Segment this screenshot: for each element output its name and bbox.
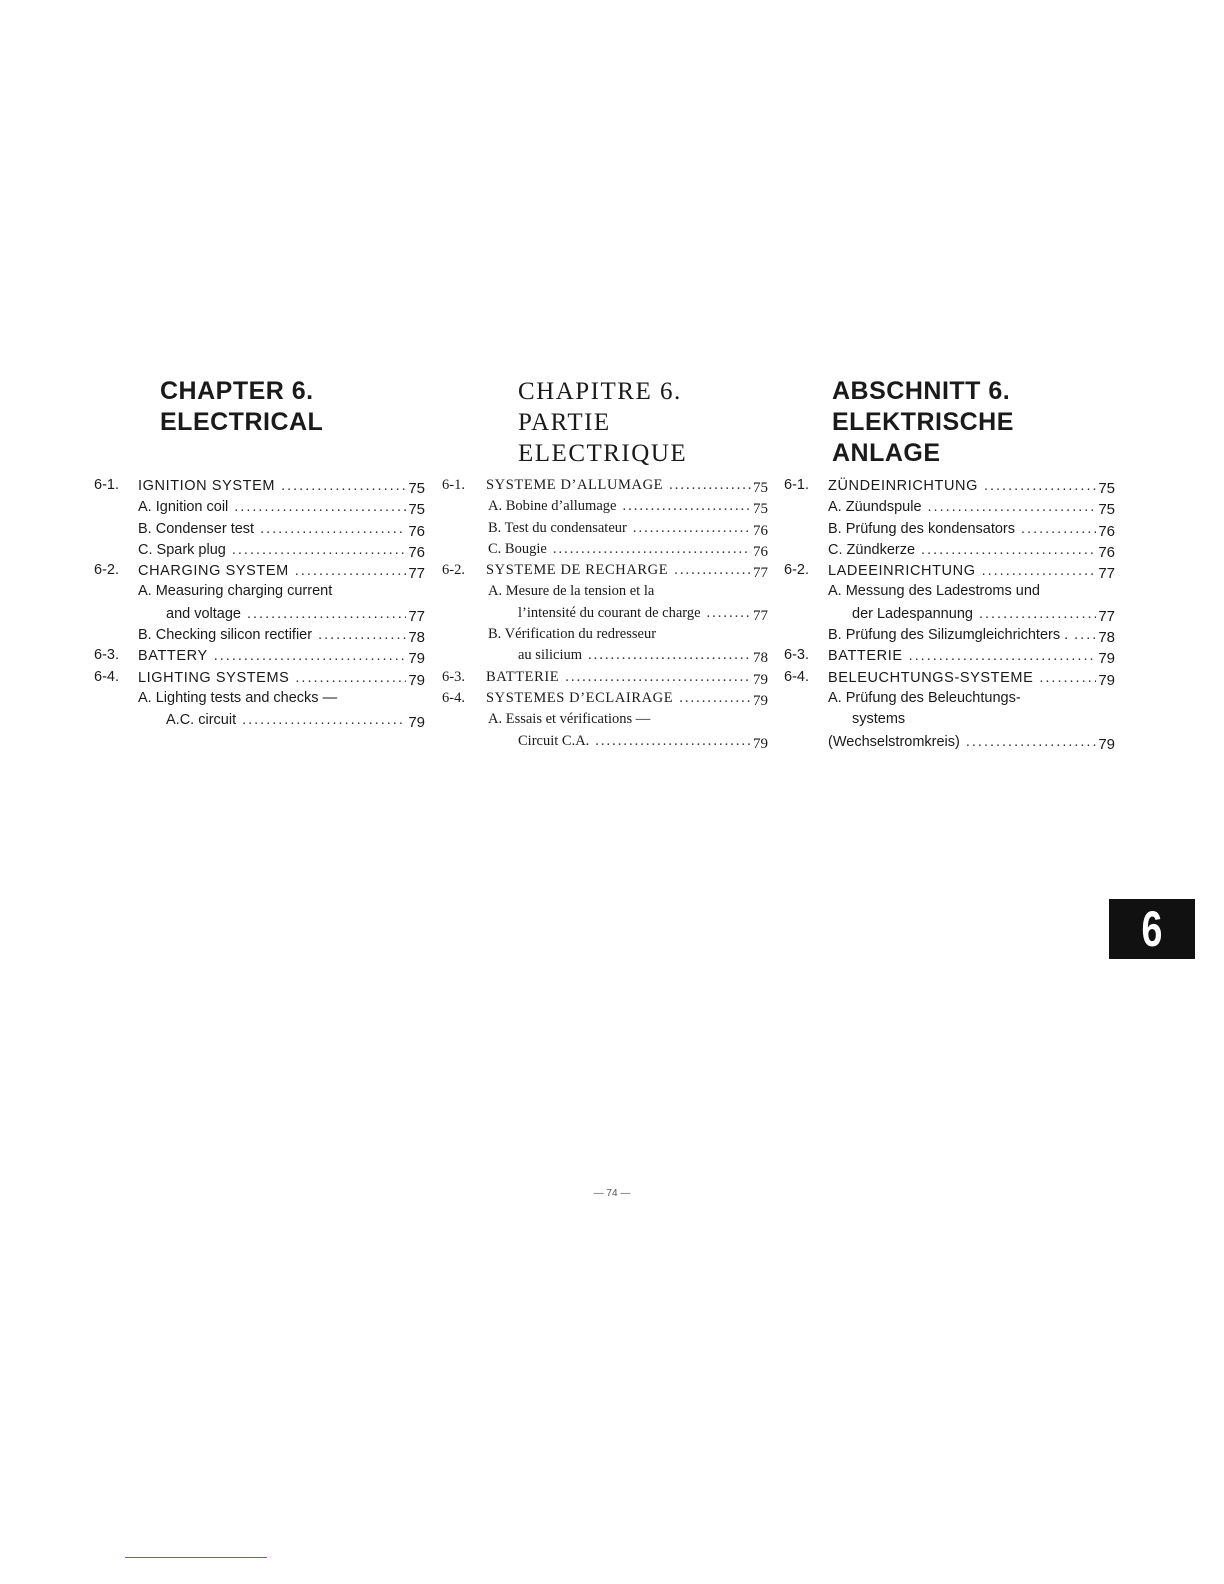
- dot-leader: [669, 475, 751, 496]
- page-ref: 76: [753, 522, 768, 539]
- page-ref: 78: [1098, 629, 1115, 647]
- entry-title: Circuit C.A.: [518, 732, 590, 749]
- page-ref: 77: [408, 565, 425, 583]
- page-ref: 79: [753, 671, 768, 688]
- entry-line: [486, 688, 768, 709]
- entry-line: [828, 645, 1115, 667]
- entry-title: A. Measuring charging current: [138, 583, 333, 600]
- entry-line: [138, 581, 425, 602]
- toc-entry: [780, 560, 1115, 581]
- toc-entry: [438, 645, 768, 666]
- toc-column-french: [438, 376, 768, 752]
- page-ref: 79: [1098, 735, 1115, 753]
- section-number: 6-4.: [94, 668, 119, 685]
- toc-column-german: [780, 376, 1115, 752]
- chapter-heading-german: [832, 376, 1115, 472]
- entry-line: [488, 709, 768, 730]
- entry-line: [518, 731, 768, 752]
- entry-title: A. Mesure de la tension et la: [488, 583, 655, 600]
- entry-title: CHARGING SYSTEM: [138, 563, 289, 580]
- entry-line: [138, 624, 425, 646]
- page-ref: 79: [408, 714, 425, 732]
- dot-leader: [247, 604, 406, 625]
- entry-line: [828, 518, 1115, 540]
- dot-leader: [1074, 625, 1096, 646]
- toc-entry: [438, 539, 768, 560]
- heading-line: ABSCHNITT 6.: [832, 377, 1011, 405]
- page-ref: 76: [1098, 543, 1115, 561]
- entry-line: [852, 603, 1115, 625]
- page-ref: 79: [408, 671, 425, 689]
- dot-leader: [966, 732, 1096, 753]
- page-ref: 79: [408, 650, 425, 668]
- section-number: 6-3.: [94, 647, 119, 664]
- toc-entry: [438, 496, 768, 517]
- entry-line: [486, 560, 768, 581]
- section-number: 6-2.: [94, 562, 119, 579]
- entry-title: B. Test du condensateur: [488, 519, 627, 536]
- entry-line: [138, 518, 425, 540]
- entry-line: [138, 496, 425, 518]
- entry-title: A. Prüfung des Beleuchtungs-: [828, 689, 1021, 706]
- toc-entry: [780, 709, 1115, 730]
- toc-entry: [90, 709, 425, 730]
- dot-leader: [1039, 668, 1096, 689]
- toc-entry: [780, 731, 1115, 752]
- page-ref: 76: [753, 543, 768, 560]
- dot-leader: [909, 646, 1097, 667]
- dot-leader: [979, 604, 1096, 625]
- entry-line: [138, 667, 425, 689]
- entry-line: [828, 539, 1115, 561]
- section-number: 6-1.: [784, 477, 809, 493]
- section-number: 6-3.: [442, 668, 465, 685]
- dot-leader: [921, 540, 1096, 561]
- toc-entry: [438, 709, 768, 730]
- dot-leader: [595, 731, 751, 752]
- entry-title: BATTERIE: [486, 668, 560, 685]
- entry-title: C. Bougie: [488, 540, 547, 557]
- entry-title: A. Bobine d’allumage: [488, 498, 617, 515]
- toc-entry: [90, 581, 425, 602]
- page-ref: 79: [753, 692, 768, 709]
- dot-leader: [281, 476, 406, 497]
- chapter-heading-english: [160, 376, 425, 472]
- chapter-heading-french: [518, 376, 768, 472]
- dot-leader: [565, 667, 751, 688]
- toc-entry: [90, 539, 425, 560]
- entry-line: [852, 709, 1115, 730]
- dot-leader: [707, 603, 751, 624]
- entry-title: A.C. circuit: [166, 712, 237, 729]
- toc-entry: [438, 518, 768, 539]
- entry-line: [166, 709, 425, 731]
- dot-leader: [295, 668, 406, 689]
- dot-leader: [984, 476, 1096, 497]
- entry-line: [828, 581, 1115, 602]
- footer-rule: [125, 1557, 267, 1558]
- page-ref: 78: [753, 650, 768, 667]
- section-number: 6-3.: [784, 647, 809, 664]
- toc-entry: [438, 603, 768, 624]
- page-ref: 79: [753, 735, 768, 752]
- toc-list-english: [90, 475, 425, 731]
- toc-entry: [90, 688, 425, 709]
- entry-line: [486, 475, 768, 496]
- section-number: 6-4.: [442, 689, 465, 706]
- toc-entry: [438, 731, 768, 752]
- section-number: 6-2.: [442, 562, 465, 579]
- page-ref: 77: [753, 607, 768, 624]
- heading-line: ELECTRICAL: [160, 408, 324, 436]
- page-ref: 77: [1098, 607, 1115, 625]
- heading-line: ELECTRIQUE: [518, 440, 688, 467]
- toc-column-english: [90, 376, 425, 731]
- entry-title: BELEUCHTUNGS-SYSTEME: [828, 669, 1034, 686]
- entry-line: [828, 624, 1115, 646]
- entry-line: [828, 688, 1115, 709]
- dot-leader: [318, 625, 406, 646]
- entry-line: [488, 496, 768, 517]
- entry-line: [488, 518, 768, 539]
- entry-title: C. Spark plug: [138, 541, 226, 558]
- entry-line: [166, 603, 425, 625]
- dot-leader: [234, 497, 406, 518]
- toc-entry: [438, 560, 768, 581]
- entry-line: [828, 667, 1115, 689]
- dot-leader: [674, 560, 751, 581]
- entry-title: A. Lighting tests and checks —: [138, 689, 338, 706]
- dot-leader: [1021, 519, 1096, 540]
- entry-title: ZÜNDEINRICHTUNG: [828, 478, 978, 494]
- entry-title: SYSTEME DE RECHARGE: [486, 562, 669, 579]
- dot-leader: [633, 518, 751, 539]
- entry-line: [518, 603, 768, 624]
- page-ref: 75: [1098, 480, 1115, 497]
- dot-leader: [242, 710, 406, 731]
- entry-title: l’intensité du courant de charge: [518, 604, 701, 621]
- chapter-thumb-tab: [1109, 899, 1195, 959]
- toc-entry: [780, 645, 1115, 666]
- entry-title: systems: [852, 711, 906, 728]
- dot-leader: [982, 561, 1097, 582]
- page-ref: 79: [1098, 650, 1115, 668]
- section-number: 6-1.: [442, 477, 465, 493]
- section-number: 6-1.: [94, 477, 119, 493]
- entry-title: and voltage: [166, 605, 241, 622]
- dot-leader: [295, 561, 407, 582]
- page-ref: 75: [1098, 501, 1115, 519]
- toc-entry: [90, 624, 425, 645]
- entry-line: [488, 624, 768, 645]
- toc-entry: [90, 560, 425, 581]
- page-ref: 77: [753, 565, 768, 582]
- entry-line: [486, 667, 768, 688]
- page-ref: 75: [753, 480, 768, 496]
- page-ref: 77: [408, 607, 425, 625]
- entry-line: [138, 645, 425, 667]
- dot-leader: [622, 496, 751, 517]
- entry-title: SYSTEME D’ALLUMAGE: [486, 477, 664, 493]
- toc-list-german: [780, 475, 1115, 752]
- heading-line: ELEKTRISCHE: [832, 408, 1014, 436]
- heading-line: CHAPITRE 6.: [518, 378, 682, 405]
- toc-entry: [90, 475, 425, 496]
- entry-title: B. Condenser test: [138, 520, 255, 537]
- entry-line: [828, 560, 1115, 582]
- page-ref: 76: [408, 543, 425, 561]
- dot-leader: [232, 540, 406, 561]
- toc-entry: [90, 667, 425, 688]
- entry-title: (Wechselstromkreis): [828, 733, 960, 750]
- entry-title: LIGHTING SYSTEMS: [138, 669, 290, 686]
- toc-entry: [780, 518, 1115, 539]
- entry-title: BATTERIE: [828, 648, 903, 665]
- entry-line: [828, 731, 1115, 753]
- entry-title: B. Vérification du redresseur: [488, 626, 657, 643]
- toc-entry: [780, 539, 1115, 560]
- heading-line: PARTIE: [518, 409, 611, 436]
- page-ref: 76: [408, 522, 425, 540]
- entry-title: B. Checking silicon rectifier: [138, 627, 313, 644]
- toc-entry: [438, 688, 768, 709]
- dot-leader: [679, 688, 751, 709]
- toc-entry: [90, 496, 425, 517]
- entry-title: der Ladespannung: [852, 605, 973, 622]
- dot-leader: [588, 645, 751, 666]
- page-ref: 75: [753, 501, 768, 518]
- entry-line: [488, 539, 768, 560]
- page-ref: 78: [408, 629, 425, 647]
- page-ref: 75: [408, 501, 425, 519]
- page-ref: 79: [1098, 671, 1115, 689]
- entry-title: A. Essais et vérifications —: [488, 711, 651, 728]
- dot-leader: [214, 646, 407, 667]
- entry-title: BATTERY: [138, 648, 208, 665]
- entry-title: C. Zündkerze: [828, 541, 916, 558]
- page-ref: 76: [1098, 522, 1115, 540]
- toc-entry: [438, 581, 768, 602]
- entry-title: A. Messung des Ladestroms und: [828, 583, 1040, 600]
- dot-leader: [553, 539, 751, 560]
- toc-entry: [438, 667, 768, 688]
- toc-entry: [780, 688, 1115, 709]
- entry-title: au silicium: [518, 647, 583, 664]
- entry-line: [138, 475, 425, 497]
- toc-entry: [780, 624, 1115, 645]
- entry-title: B. Prüfung des kondensators: [828, 520, 1016, 537]
- toc-entry: [90, 518, 425, 539]
- entry-title: SYSTEMES D’ECLAIRAGE: [486, 689, 674, 706]
- section-number: 6-2.: [784, 562, 809, 579]
- dot-leader: [928, 497, 1097, 518]
- entry-title: IGNITION SYSTEM: [138, 478, 276, 494]
- heading-line: ANLAGE: [832, 439, 941, 467]
- page-number: — 74 —: [593, 1188, 631, 1199]
- heading-line: CHAPTER 6.: [160, 377, 314, 405]
- toc-entry: [780, 667, 1115, 688]
- toc-entry: [90, 603, 425, 624]
- entry-title: B. Prüfung des Silizumgleichrichters .: [828, 627, 1069, 644]
- entry-line: [488, 581, 768, 602]
- entry-title: A. Züundspule: [828, 499, 922, 516]
- toc-list-french: [438, 475, 768, 752]
- page-ref: 75: [408, 480, 425, 497]
- entry-line: [828, 496, 1115, 518]
- entry-line: [518, 645, 768, 666]
- toc-entry: [780, 496, 1115, 517]
- toc-entry: [438, 475, 768, 496]
- entry-line: [138, 560, 425, 582]
- chapter-tab-number: 6: [1141, 901, 1163, 957]
- dot-leader: [260, 519, 406, 540]
- entry-line: [828, 475, 1115, 497]
- entry-title: A. Ignition coil: [138, 499, 229, 516]
- entry-title: LADEEINRICHTUNG: [828, 563, 976, 580]
- section-number: 6-4.: [784, 668, 809, 685]
- page-ref: 77: [1098, 565, 1115, 583]
- toc-entry: [90, 645, 425, 666]
- toc-entry: [780, 475, 1115, 496]
- toc-entry: [780, 581, 1115, 602]
- entry-line: [138, 539, 425, 561]
- toc-entry: [780, 603, 1115, 624]
- entry-line: [138, 688, 425, 709]
- toc-entry: [438, 624, 768, 645]
